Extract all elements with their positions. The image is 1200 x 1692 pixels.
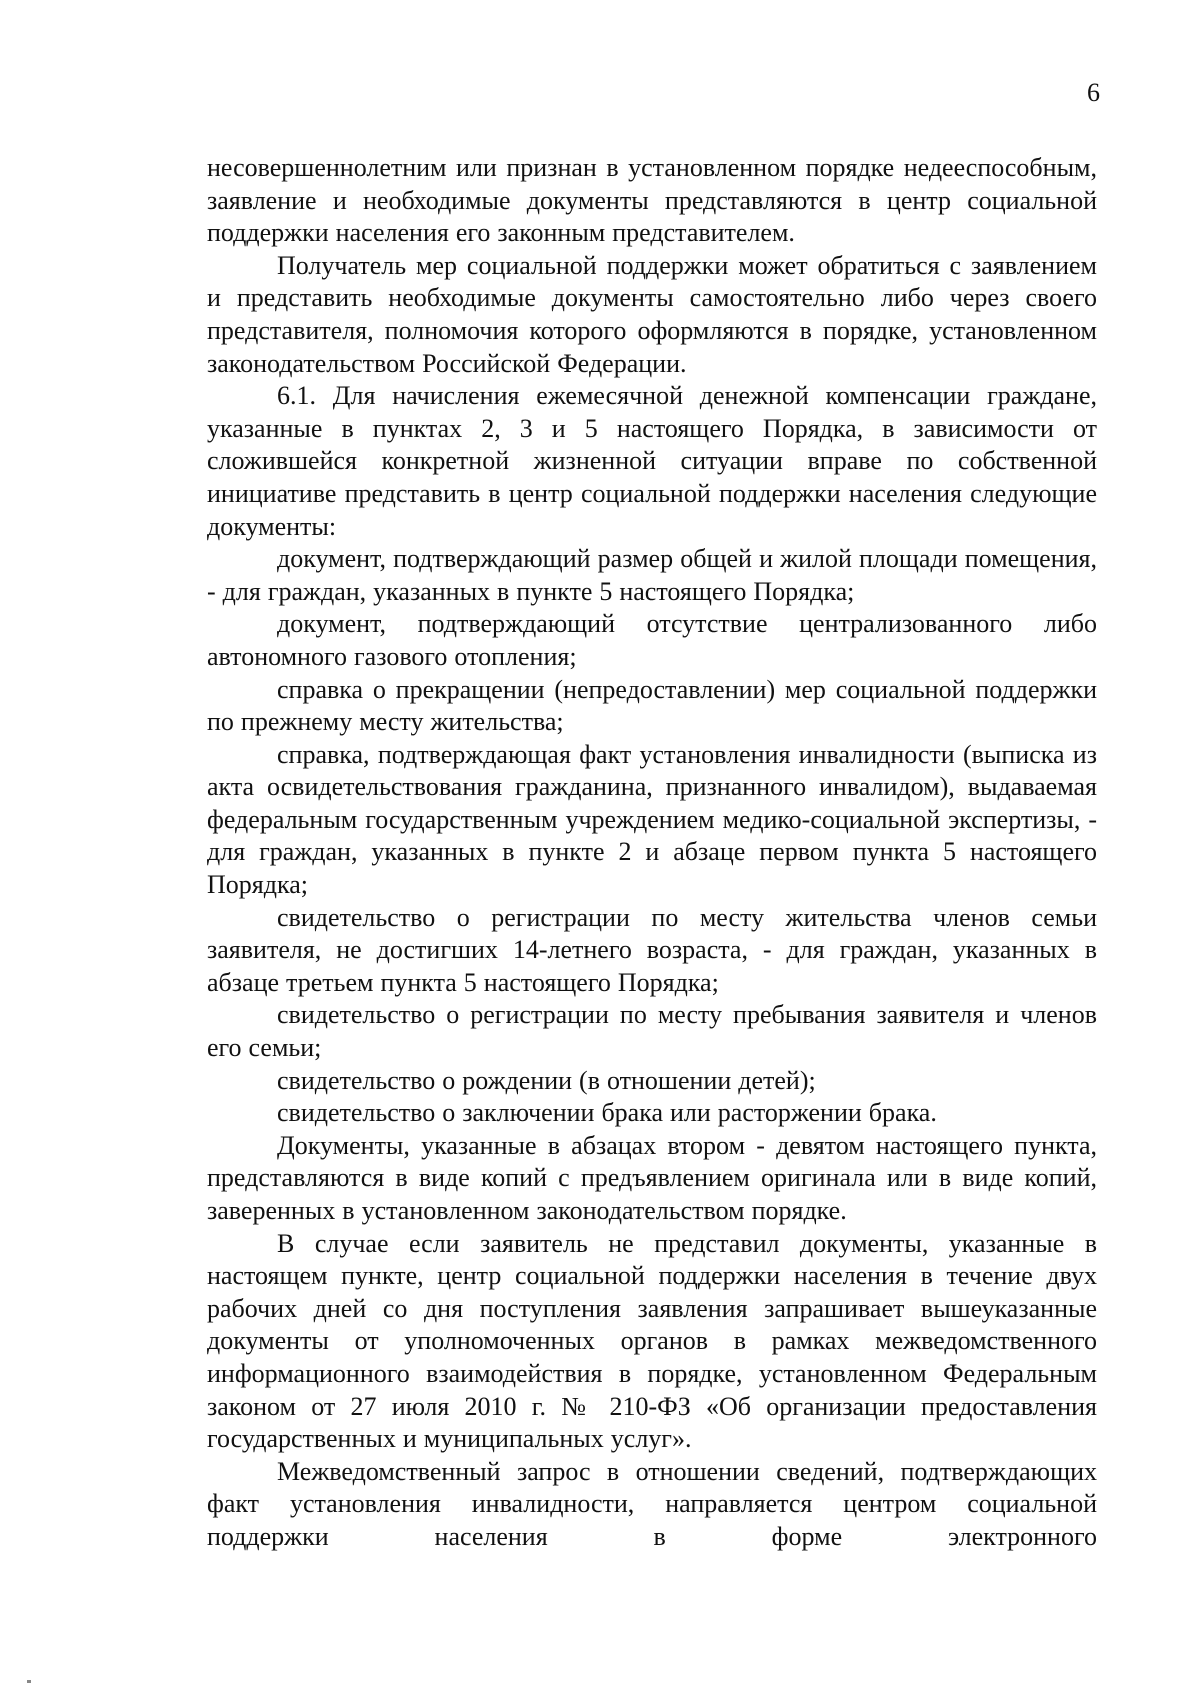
list-item-residence-registration: свидетельство о регистрации по месту жительства членов семьи заявителя, не достигших 14-летнего возраста, - для граждан, указанных в абзаце третьем пункта 5 настоящего Порядка; — [207, 902, 1097, 997]
scan-artifact-mark — [27, 1680, 31, 1683]
paragraph-recipient: Получатель мер социальной поддержки может обратиться с заявлением и представить необходимые документы самостоятельно либо через своего представителя, полномочия которого оформляются в порядке, установленном законодательством Российской Федерации. — [207, 250, 1097, 378]
list-item-heating-document: документ, подтверждающий отсутствие централизованного либо автономного газового отопления; — [207, 609, 1097, 671]
list-item-marriage-certificate: свидетельство о заключении брака или расторжении брака. — [277, 1098, 937, 1128]
list-item-disability-certificate: справка, подтверждающая факт установления инвалидности (выписка из акта освидетельствования гражданина, признанного инвалидом), выдаваемая федеральным государственным учреждением медико-социальной экспертизы, - для граждан, указанных в пункте 2 и абзаце первом пункта 5 настоящего Порядка; — [207, 739, 1097, 900]
paragraph-6-1: 6.1. Для начисления ежемесячной денежной компенсации граждане, указанные в пунктах 2, 3 и 5 настоящего Порядка, в зависимости от сложившейся конкретной жизненной ситуации вправе по собственной инициативе представить в центр социальной поддержки населения следующие документы: — [207, 381, 1097, 541]
list-item-stay-registration: свидетельство о регистрации по месту пребывания заявителя и членов его семьи; — [207, 1000, 1097, 1063]
list-item-termination-certificate: справка о прекращении (непредоставлении) мер социальной поддержки по прежнему месту жительства; — [207, 674, 1097, 737]
list-item-area-document: документ, подтверждающий размер общей и жилой площади помещения, - для граждан, указанных в пункте 5 настоящего Порядка; — [207, 544, 1097, 606]
document-body — [207, 152, 1097, 1554]
paragraph-continuation: несовершеннолетним или признан в установленном порядке недееспособным, заявление и необходимые документы представляются в центр социальной поддержки населения его законным представителем. — [207, 153, 1097, 248]
paragraph-interagency-request: В случае если заявитель не представил документы, указанные в настоящем пункте, центр социальной поддержки населения в течение двух рабочих дней со дня поступления заявления запрашивает вышеуказанные документы от уполномоченных органов в рамках межведомственного информационного взаимодействия в порядке, установленном Федеральным законом от 27 июля 2010 г. № 210-ФЗ «Об организации предоставления государственных и муниципальных услуг». — [207, 1228, 1097, 1454]
page-number: 6 — [1087, 78, 1100, 107]
list-item-birth-certificate: свидетельство о рождении (в отношении детей); — [277, 1065, 816, 1095]
paragraph-copies: Документы, указанные в абзацах втором - девятом настоящего пункта, представляются в виде копий с предъявлением оригинала или в виде копий, заверенных в установленном законодательством порядке. — [207, 1130, 1097, 1225]
paragraph-electronic-request: Межведомственный запрос в отношении сведений, подтверждающих факт установления инвалидности, направляется центром социальной поддержки населения в форме электронного — [207, 1456, 1097, 1551]
